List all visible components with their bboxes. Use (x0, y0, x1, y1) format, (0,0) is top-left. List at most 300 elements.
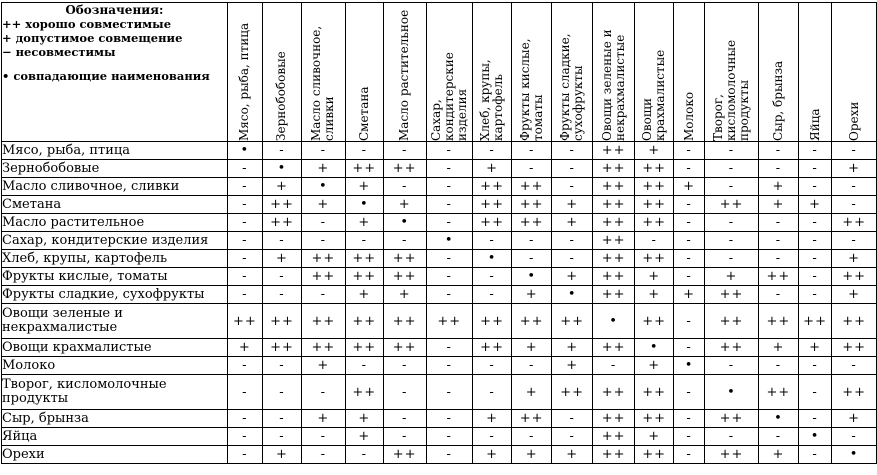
compatibility-cell: - (426, 196, 473, 214)
compatibility-cell: + (552, 446, 593, 464)
compatibility-cell: - (227, 268, 262, 286)
compatibility-cell: - (552, 250, 593, 268)
row-header: Масло сливочное, сливки (2, 178, 228, 196)
compatibility-cell: ++ (383, 268, 426, 286)
compatibility-cell: - (552, 232, 593, 250)
compatibility-cell: - (383, 375, 426, 410)
compatibility-cell: ++ (263, 304, 302, 339)
row-header: Фрукты сладкие, сухофрукты (2, 286, 228, 304)
compatibility-cell: • (705, 375, 759, 410)
compatibility-cell: ++ (301, 268, 345, 286)
compatibility-cell: - (512, 428, 552, 446)
compatibility-cell: ++ (635, 250, 674, 268)
compatibility-cell: • (227, 142, 262, 160)
compatibility-cell: - (473, 268, 512, 286)
table-row (2, 268, 877, 286)
compatibility-cell: - (832, 196, 877, 214)
compatibility-cell: - (705, 357, 759, 375)
compatibility-cell: ++ (635, 304, 674, 339)
compatibility-cell: + (345, 428, 383, 446)
compatibility-cell: ++ (635, 214, 674, 232)
compatibility-cell: ++ (705, 446, 759, 464)
compatibility-cell: + (635, 268, 674, 286)
compatibility-cell: + (345, 178, 383, 196)
compatibility-cell: - (227, 375, 262, 410)
compatibility-cell: - (301, 428, 345, 446)
compatibility-cell: + (345, 410, 383, 428)
compatibility-cell: ++ (345, 268, 383, 286)
compatibility-cell: - (301, 214, 345, 232)
compatibility-cell: + (798, 339, 831, 357)
legend-same: • совпадающие наименования (2, 69, 210, 83)
compatibility-cell: - (473, 142, 512, 160)
compatibility-cell: + (635, 428, 674, 446)
compatibility-cell: - (426, 250, 473, 268)
compatibility-cell: + (512, 446, 552, 464)
compatibility-cell: ++ (512, 410, 552, 428)
compatibility-cell: ++ (473, 304, 512, 339)
compatibility-cell: ++ (832, 214, 877, 232)
compatibility-cell: + (758, 196, 798, 214)
col-header: Сметана (345, 3, 383, 142)
compatibility-cell: - (383, 428, 426, 446)
compatibility-cell: ++ (552, 375, 593, 410)
table-row (2, 160, 877, 178)
compatibility-cell: - (798, 250, 831, 268)
compatibility-cell: - (798, 375, 831, 410)
compatibility-cell: • (798, 428, 831, 446)
compatibility-cell: - (552, 410, 593, 428)
compatibility-cell: ++ (593, 142, 635, 160)
compatibility-cell: - (832, 357, 877, 375)
compatibility-cell: ++ (705, 286, 759, 304)
header-row (2, 3, 877, 142)
compatibility-cell: - (426, 178, 473, 196)
row-header: Молоко (2, 357, 228, 375)
col-header: Мясо, рыба, птица (227, 3, 262, 142)
compatibility-cell: + (227, 339, 262, 357)
compatibility-cell: ++ (345, 304, 383, 339)
compatibility-cell: + (512, 339, 552, 357)
compatibility-cell: - (227, 160, 262, 178)
compatibility-cell: + (552, 214, 593, 232)
compatibility-cell: ++ (512, 196, 552, 214)
compatibility-cell: - (473, 428, 512, 446)
compatibility-cell: + (473, 160, 512, 178)
compatibility-cell: + (552, 268, 593, 286)
compatibility-cell: - (758, 286, 798, 304)
compatibility-cell: + (674, 178, 705, 196)
compatibility-cell: - (758, 357, 798, 375)
compatibility-cell: - (301, 286, 345, 304)
table-row (2, 232, 877, 250)
compatibility-cell: - (426, 268, 473, 286)
row-header: Сыр, брынза (2, 410, 228, 428)
compatibility-cell: - (674, 214, 705, 232)
compatibility-cell: ++ (512, 304, 552, 339)
compatibility-cell: • (301, 178, 345, 196)
compatibility-cell: ++ (383, 160, 426, 178)
compatibility-cell: ++ (705, 339, 759, 357)
compatibility-cell: ++ (512, 178, 552, 196)
compatibility-cell: - (674, 410, 705, 428)
compatibility-cell: - (674, 339, 705, 357)
compatibility-cell: - (674, 268, 705, 286)
compatibility-cell: - (383, 410, 426, 428)
compatibility-cell: - (345, 357, 383, 375)
row-header: Мясо, рыба, птица (2, 142, 228, 160)
row-header: Яйца (2, 428, 228, 446)
compatibility-cell: + (345, 286, 383, 304)
compatibility-cell: + (705, 268, 759, 286)
compatibility-cell: - (263, 268, 302, 286)
compatibility-cell: - (552, 428, 593, 446)
compatibility-cell: ++ (593, 446, 635, 464)
compatibility-cell: ++ (345, 250, 383, 268)
row-header: Фрукты кислые, томаты (2, 268, 228, 286)
compatibility-cell: - (426, 357, 473, 375)
compatibility-cell: - (426, 428, 473, 446)
compatibility-cell: ++ (832, 339, 877, 357)
compatibility-cell: - (798, 142, 831, 160)
compatibility-cell: - (552, 178, 593, 196)
compatibility-cell: ++ (593, 375, 635, 410)
table-row (2, 250, 877, 268)
compatibility-cell: ++ (832, 268, 877, 286)
compatibility-cell: • (832, 446, 877, 464)
col-header: Масло сливочное, сливки (301, 3, 345, 142)
compatibility-cell: - (227, 196, 262, 214)
compatibility-cell: - (227, 428, 262, 446)
compatibility-cell: - (512, 232, 552, 250)
table-row (2, 446, 877, 464)
compatibility-cell: ++ (301, 339, 345, 357)
compatibility-cell: - (674, 446, 705, 464)
compatibility-cell: ++ (512, 214, 552, 232)
compatibility-cell: - (426, 410, 473, 428)
compatibility-cell: - (674, 250, 705, 268)
compatibility-cell: - (705, 232, 759, 250)
compatibility-cell: ++ (635, 178, 674, 196)
compatibility-cell: ++ (345, 375, 383, 410)
compatibility-cell: - (798, 286, 831, 304)
row-header: Сахар, кондитерские изделия (2, 232, 228, 250)
legend-incompatible: − несовместимы (2, 45, 116, 59)
compatibility-cell: - (426, 160, 473, 178)
compatibility-cell: + (635, 142, 674, 160)
compatibility-cell: - (798, 160, 831, 178)
compatibility-cell: - (798, 178, 831, 196)
compatibility-cell: - (832, 142, 877, 160)
compatibility-cell: + (674, 286, 705, 304)
compatibility-cell: - (758, 142, 798, 160)
compatibility-cell: - (512, 160, 552, 178)
compatibility-cell: • (263, 160, 302, 178)
compatibility-cell: - (426, 286, 473, 304)
compatibility-cell: + (832, 250, 877, 268)
compatibility-cell: ++ (798, 304, 831, 339)
table-row (2, 357, 877, 375)
compatibility-cell: - (383, 357, 426, 375)
compatibility-cell: - (705, 178, 759, 196)
compatibility-cell: ++ (593, 232, 635, 250)
table-row (2, 339, 877, 357)
compatibility-cell: - (635, 232, 674, 250)
compatibility-cell: - (512, 142, 552, 160)
compatibility-cell: ++ (345, 339, 383, 357)
compatibility-cell: ++ (473, 339, 512, 357)
compatibility-cell: + (758, 446, 798, 464)
col-header: Фрукты кислые, томаты (512, 3, 552, 142)
row-header: Хлеб, крупы, картофель (2, 250, 228, 268)
compatibility-cell: - (227, 410, 262, 428)
compatibility-cell: - (383, 142, 426, 160)
compatibility-cell: - (426, 214, 473, 232)
col-header: Творог, кисломолочные продукты (705, 3, 759, 142)
compatibility-cell: - (798, 214, 831, 232)
compatibility-cell: + (473, 446, 512, 464)
compatibility-cell: - (593, 357, 635, 375)
compatibility-cell: - (674, 375, 705, 410)
compatibility-cell: ++ (227, 304, 262, 339)
compatibility-cell: ++ (758, 304, 798, 339)
compatibility-cell: ++ (383, 339, 426, 357)
compatibility-cell: ++ (593, 214, 635, 232)
compatibility-cell: - (758, 428, 798, 446)
table-row (2, 286, 877, 304)
compatibility-cell: ++ (345, 160, 383, 178)
compatibility-cell: + (383, 196, 426, 214)
compatibility-cell: + (301, 357, 345, 375)
compatibility-cell: + (552, 196, 593, 214)
compatibility-cell: ++ (635, 446, 674, 464)
col-header: Сыр, брынза (758, 3, 798, 142)
compatibility-cell: ++ (473, 214, 512, 232)
compatibility-cell: - (758, 250, 798, 268)
compatibility-cell: ++ (705, 410, 759, 428)
compatibility-cell: + (758, 178, 798, 196)
compatibility-cell: - (674, 196, 705, 214)
row-header: Овощи зеленые и некрахмалистые (2, 304, 228, 339)
compatibility-cell: • (345, 196, 383, 214)
table-row (2, 375, 877, 410)
compatibility-cell: - (426, 446, 473, 464)
compatibility-cell: - (758, 160, 798, 178)
compatibility-cell: - (301, 142, 345, 160)
compatibility-cell: - (263, 286, 302, 304)
compatibility-cell: - (473, 232, 512, 250)
compatibility-cell: - (512, 357, 552, 375)
compatibility-cell: - (227, 214, 262, 232)
compatibility-cell: • (512, 268, 552, 286)
compatibility-cell: - (798, 446, 831, 464)
compatibility-cell: ++ (832, 375, 877, 410)
compatibility-cell: ++ (705, 304, 759, 339)
legend-acceptable: + допустимое совмещение (2, 31, 183, 45)
compatibility-cell: ++ (593, 410, 635, 428)
compatibility-cell: ++ (383, 250, 426, 268)
compatibility-cell: - (301, 375, 345, 410)
row-header: Сметана (2, 196, 228, 214)
compatibility-cell: - (674, 428, 705, 446)
compatibility-cell: - (227, 232, 262, 250)
compatibility-cell: • (426, 232, 473, 250)
compatibility-cell: ++ (473, 178, 512, 196)
table-row (2, 214, 877, 232)
compatibility-cell: ++ (705, 196, 759, 214)
compatibility-cell: - (798, 232, 831, 250)
compatibility-cell: ++ (593, 428, 635, 446)
compatibility-cell: + (263, 250, 302, 268)
compatibility-cell: - (705, 250, 759, 268)
compatibility-cell: + (473, 410, 512, 428)
compatibility-cell: - (227, 178, 262, 196)
compatibility-cell: - (674, 142, 705, 160)
compatibility-cell: - (674, 160, 705, 178)
compatibility-cell: • (383, 214, 426, 232)
row-header: Зернобобовые (2, 160, 228, 178)
col-header: Овощи крахмалистые (635, 3, 674, 142)
compatibility-cell: - (674, 232, 705, 250)
compatibility-cell: + (345, 214, 383, 232)
compatibility-cell: - (798, 410, 831, 428)
compatibility-cell: + (832, 160, 877, 178)
compatibility-cell: + (832, 410, 877, 428)
compatibility-cell: ++ (263, 214, 302, 232)
compatibility-cell: - (426, 375, 473, 410)
compatibility-cell: - (227, 250, 262, 268)
compatibility-cell: - (705, 142, 759, 160)
compatibility-cell: ++ (383, 446, 426, 464)
compatibility-cell: ++ (635, 160, 674, 178)
compatibility-cell: + (263, 178, 302, 196)
compatibility-cell: + (512, 286, 552, 304)
food-compatibility-table (1, 2, 877, 464)
compatibility-cell: ++ (593, 268, 635, 286)
compatibility-cell: ++ (383, 304, 426, 339)
compatibility-cell: + (635, 357, 674, 375)
compatibility-cell: - (758, 214, 798, 232)
compatibility-cell: - (301, 446, 345, 464)
compatibility-cell: - (227, 286, 262, 304)
row-header: Творог, кисломолочные продукты (2, 375, 228, 410)
table-body (2, 142, 877, 464)
compatibility-cell: - (758, 232, 798, 250)
col-header: Фрукты сладкие, сухофрукты (552, 3, 593, 142)
compatibility-cell: - (263, 375, 302, 410)
compatibility-cell: ++ (473, 196, 512, 214)
compatibility-cell: • (593, 304, 635, 339)
compatibility-cell: ++ (593, 339, 635, 357)
col-header: Хлеб, крупы, картофель (473, 3, 512, 142)
compatibility-cell: + (301, 196, 345, 214)
compatibility-cell: ++ (593, 178, 635, 196)
compatibility-cell: • (674, 357, 705, 375)
compatibility-cell: + (301, 410, 345, 428)
compatibility-cell: - (301, 232, 345, 250)
compatibility-cell: • (635, 339, 674, 357)
compatibility-cell: - (705, 428, 759, 446)
table-row (2, 178, 877, 196)
row-header: Орехи (2, 446, 228, 464)
compatibility-cell: ++ (758, 375, 798, 410)
compatibility-cell: - (473, 357, 512, 375)
compatibility-cell: ++ (635, 375, 674, 410)
table-row (2, 142, 877, 160)
compatibility-cell: + (301, 160, 345, 178)
compatibility-cell: - (263, 428, 302, 446)
legend-title: Обозначения: (65, 3, 164, 17)
compatibility-cell: + (758, 339, 798, 357)
compatibility-cell: - (473, 375, 512, 410)
compatibility-cell: + (798, 196, 831, 214)
compatibility-cell: + (832, 286, 877, 304)
col-header: Молоко (674, 3, 705, 142)
table-row (2, 410, 877, 428)
compatibility-cell: ++ (635, 410, 674, 428)
compatibility-cell: ++ (832, 304, 877, 339)
compatibility-cell: - (345, 142, 383, 160)
col-header: Масло растительное (383, 3, 426, 142)
compatibility-cell: + (635, 286, 674, 304)
legend-good: ++ хорошо совместимые (2, 17, 172, 31)
table-row (2, 304, 877, 339)
table-row (2, 196, 877, 214)
col-header: Сахар, кондитерские изделия (426, 3, 473, 142)
compatibility-cell: ++ (593, 250, 635, 268)
compatibility-cell: ++ (593, 160, 635, 178)
compatibility-cell: ++ (426, 304, 473, 339)
row-header: Овощи крахмалистые (2, 339, 228, 357)
compatibility-cell: + (512, 375, 552, 410)
compatibility-cell: - (798, 357, 831, 375)
compatibility-cell: - (426, 142, 473, 160)
compatibility-cell: - (552, 160, 593, 178)
compatibility-cell: - (426, 339, 473, 357)
compatibility-cell: + (552, 339, 593, 357)
compatibility-cell: - (383, 178, 426, 196)
compatibility-cell: + (383, 286, 426, 304)
compatibility-cell: • (758, 410, 798, 428)
compatibility-cell: - (263, 410, 302, 428)
compatibility-cell: - (345, 232, 383, 250)
compatibility-cell: ++ (552, 304, 593, 339)
compatibility-cell: - (263, 232, 302, 250)
compatibility-cell: ++ (263, 339, 302, 357)
compatibility-cell: - (832, 428, 877, 446)
table-row (2, 428, 877, 446)
compatibility-cell: - (227, 357, 262, 375)
compatibility-cell: - (345, 446, 383, 464)
compatibility-cell: - (832, 178, 877, 196)
compatibility-cell: ++ (593, 196, 635, 214)
row-header: Масло растительное (2, 214, 228, 232)
compatibility-cell: - (263, 357, 302, 375)
compatibility-cell: - (263, 142, 302, 160)
compatibility-cell: - (473, 286, 512, 304)
col-header: Орехи (832, 3, 877, 142)
compatibility-cell: - (705, 160, 759, 178)
col-header: Яйца (798, 3, 831, 142)
compatibility-cell: - (383, 232, 426, 250)
compatibility-cell: - (227, 446, 262, 464)
compatibility-cell: - (674, 304, 705, 339)
compatibility-cell: ++ (635, 196, 674, 214)
compatibility-cell: ++ (301, 304, 345, 339)
compatibility-cell: • (552, 286, 593, 304)
compatibility-cell: - (832, 232, 877, 250)
compatibility-cell: • (473, 250, 512, 268)
